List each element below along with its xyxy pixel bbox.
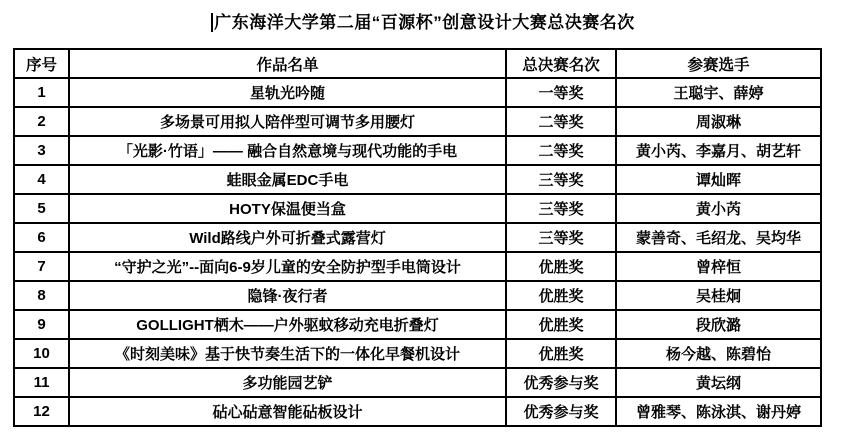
cell-work: “守护之光”--面向6-9岁儿童的安全防护型手电筒设计 (69, 252, 506, 281)
cell-no: 3 (14, 136, 69, 165)
cell-no: 8 (14, 281, 69, 310)
cell-work: 隐锋·夜行者 (69, 281, 506, 310)
cell-rank: 优胜奖 (506, 339, 616, 368)
cell-work: 砧心砧意智能砧板设计 (69, 397, 506, 426)
cell-contestants: 蒙善奇、毛绍龙、吴均华 (616, 223, 821, 252)
table-row (14, 165, 821, 194)
cell-rank: 三等奖 (506, 165, 616, 194)
cell-no: 4 (14, 165, 69, 194)
cell-contestants: 曾梓恒 (616, 252, 821, 281)
cell-contestants: 段欣潞 (616, 310, 821, 339)
column-header-work: 作品名单 (69, 49, 506, 78)
cell-work: 蛙眼金属EDC手电 (69, 165, 506, 194)
table-row (14, 223, 821, 252)
cell-rank: 优胜奖 (506, 281, 616, 310)
cell-contestants: 曾雅琴、陈泳淇、谢丹婷 (616, 397, 821, 426)
table-row (14, 136, 821, 165)
cell-work: 多功能园艺铲 (69, 368, 506, 397)
cell-contestants: 黄小芮、李嘉月、胡艺轩 (616, 136, 821, 165)
cell-work: 星轨光吟随 (69, 78, 506, 107)
cell-rank: 二等奖 (506, 107, 616, 136)
column-header-rank: 总决赛名次 (506, 49, 616, 78)
cell-no: 2 (14, 107, 69, 136)
cell-no: 9 (14, 310, 69, 339)
cell-no: 7 (14, 252, 69, 281)
text-cursor (211, 13, 213, 32)
table-row (14, 310, 821, 339)
cell-rank: 优秀参与奖 (506, 368, 616, 397)
cell-no: 12 (14, 397, 69, 426)
cell-rank: 二等奖 (506, 136, 616, 165)
cell-work: GOLLIGHT栖木——户外驱蚊移动充电折叠灯 (69, 310, 506, 339)
cell-rank: 优胜奖 (506, 252, 616, 281)
column-header-contestants: 参赛选手 (616, 49, 821, 78)
page-title: 广东海洋大学第二届“百源杯”创意设计大赛总决赛名次 (214, 13, 635, 32)
cell-no: 6 (14, 223, 69, 252)
table-row (14, 397, 821, 426)
cell-contestants: 谭灿晖 (616, 165, 821, 194)
table-row (14, 107, 821, 136)
table-row (14, 281, 821, 310)
cell-contestants: 王聪宇、薛婷 (616, 78, 821, 107)
cell-contestants: 黄小芮 (616, 194, 821, 223)
results-table (13, 48, 822, 427)
cell-contestants: 杨今越、陈碧怡 (616, 339, 821, 368)
cell-work: Wild路线户外可折叠式露营灯 (69, 223, 506, 252)
cell-contestants: 黄坛纲 (616, 368, 821, 397)
table-row (14, 252, 821, 281)
table-row (14, 78, 821, 107)
cell-contestants: 吴桂炯 (616, 281, 821, 310)
header-row (14, 49, 821, 78)
cell-rank: 优胜奖 (506, 310, 616, 339)
cell-rank: 一等奖 (506, 78, 616, 107)
cell-rank: 三等奖 (506, 194, 616, 223)
title-bar (0, 8, 846, 33)
cell-rank: 三等奖 (506, 223, 616, 252)
cell-rank: 优秀参与奖 (506, 397, 616, 426)
cell-work: 《时刻美味》基于快节奏生活下的一体化早餐机设计 (69, 339, 506, 368)
table-row (14, 339, 821, 368)
table-row (14, 368, 821, 397)
cell-work: 「光影·竹语」—— 融合自然意境与现代功能的手电 (69, 136, 506, 165)
cell-no: 1 (14, 78, 69, 107)
cell-work: 多场景可用拟人陪伴型可调节多用腰灯 (69, 107, 506, 136)
column-header-no: 序号 (14, 49, 69, 78)
table-row (14, 194, 821, 223)
cell-no: 11 (14, 368, 69, 397)
cell-no: 10 (14, 339, 69, 368)
cell-no: 5 (14, 194, 69, 223)
cell-work: HOTY保温便当盒 (69, 194, 506, 223)
cell-contestants: 周淑琳 (616, 107, 821, 136)
